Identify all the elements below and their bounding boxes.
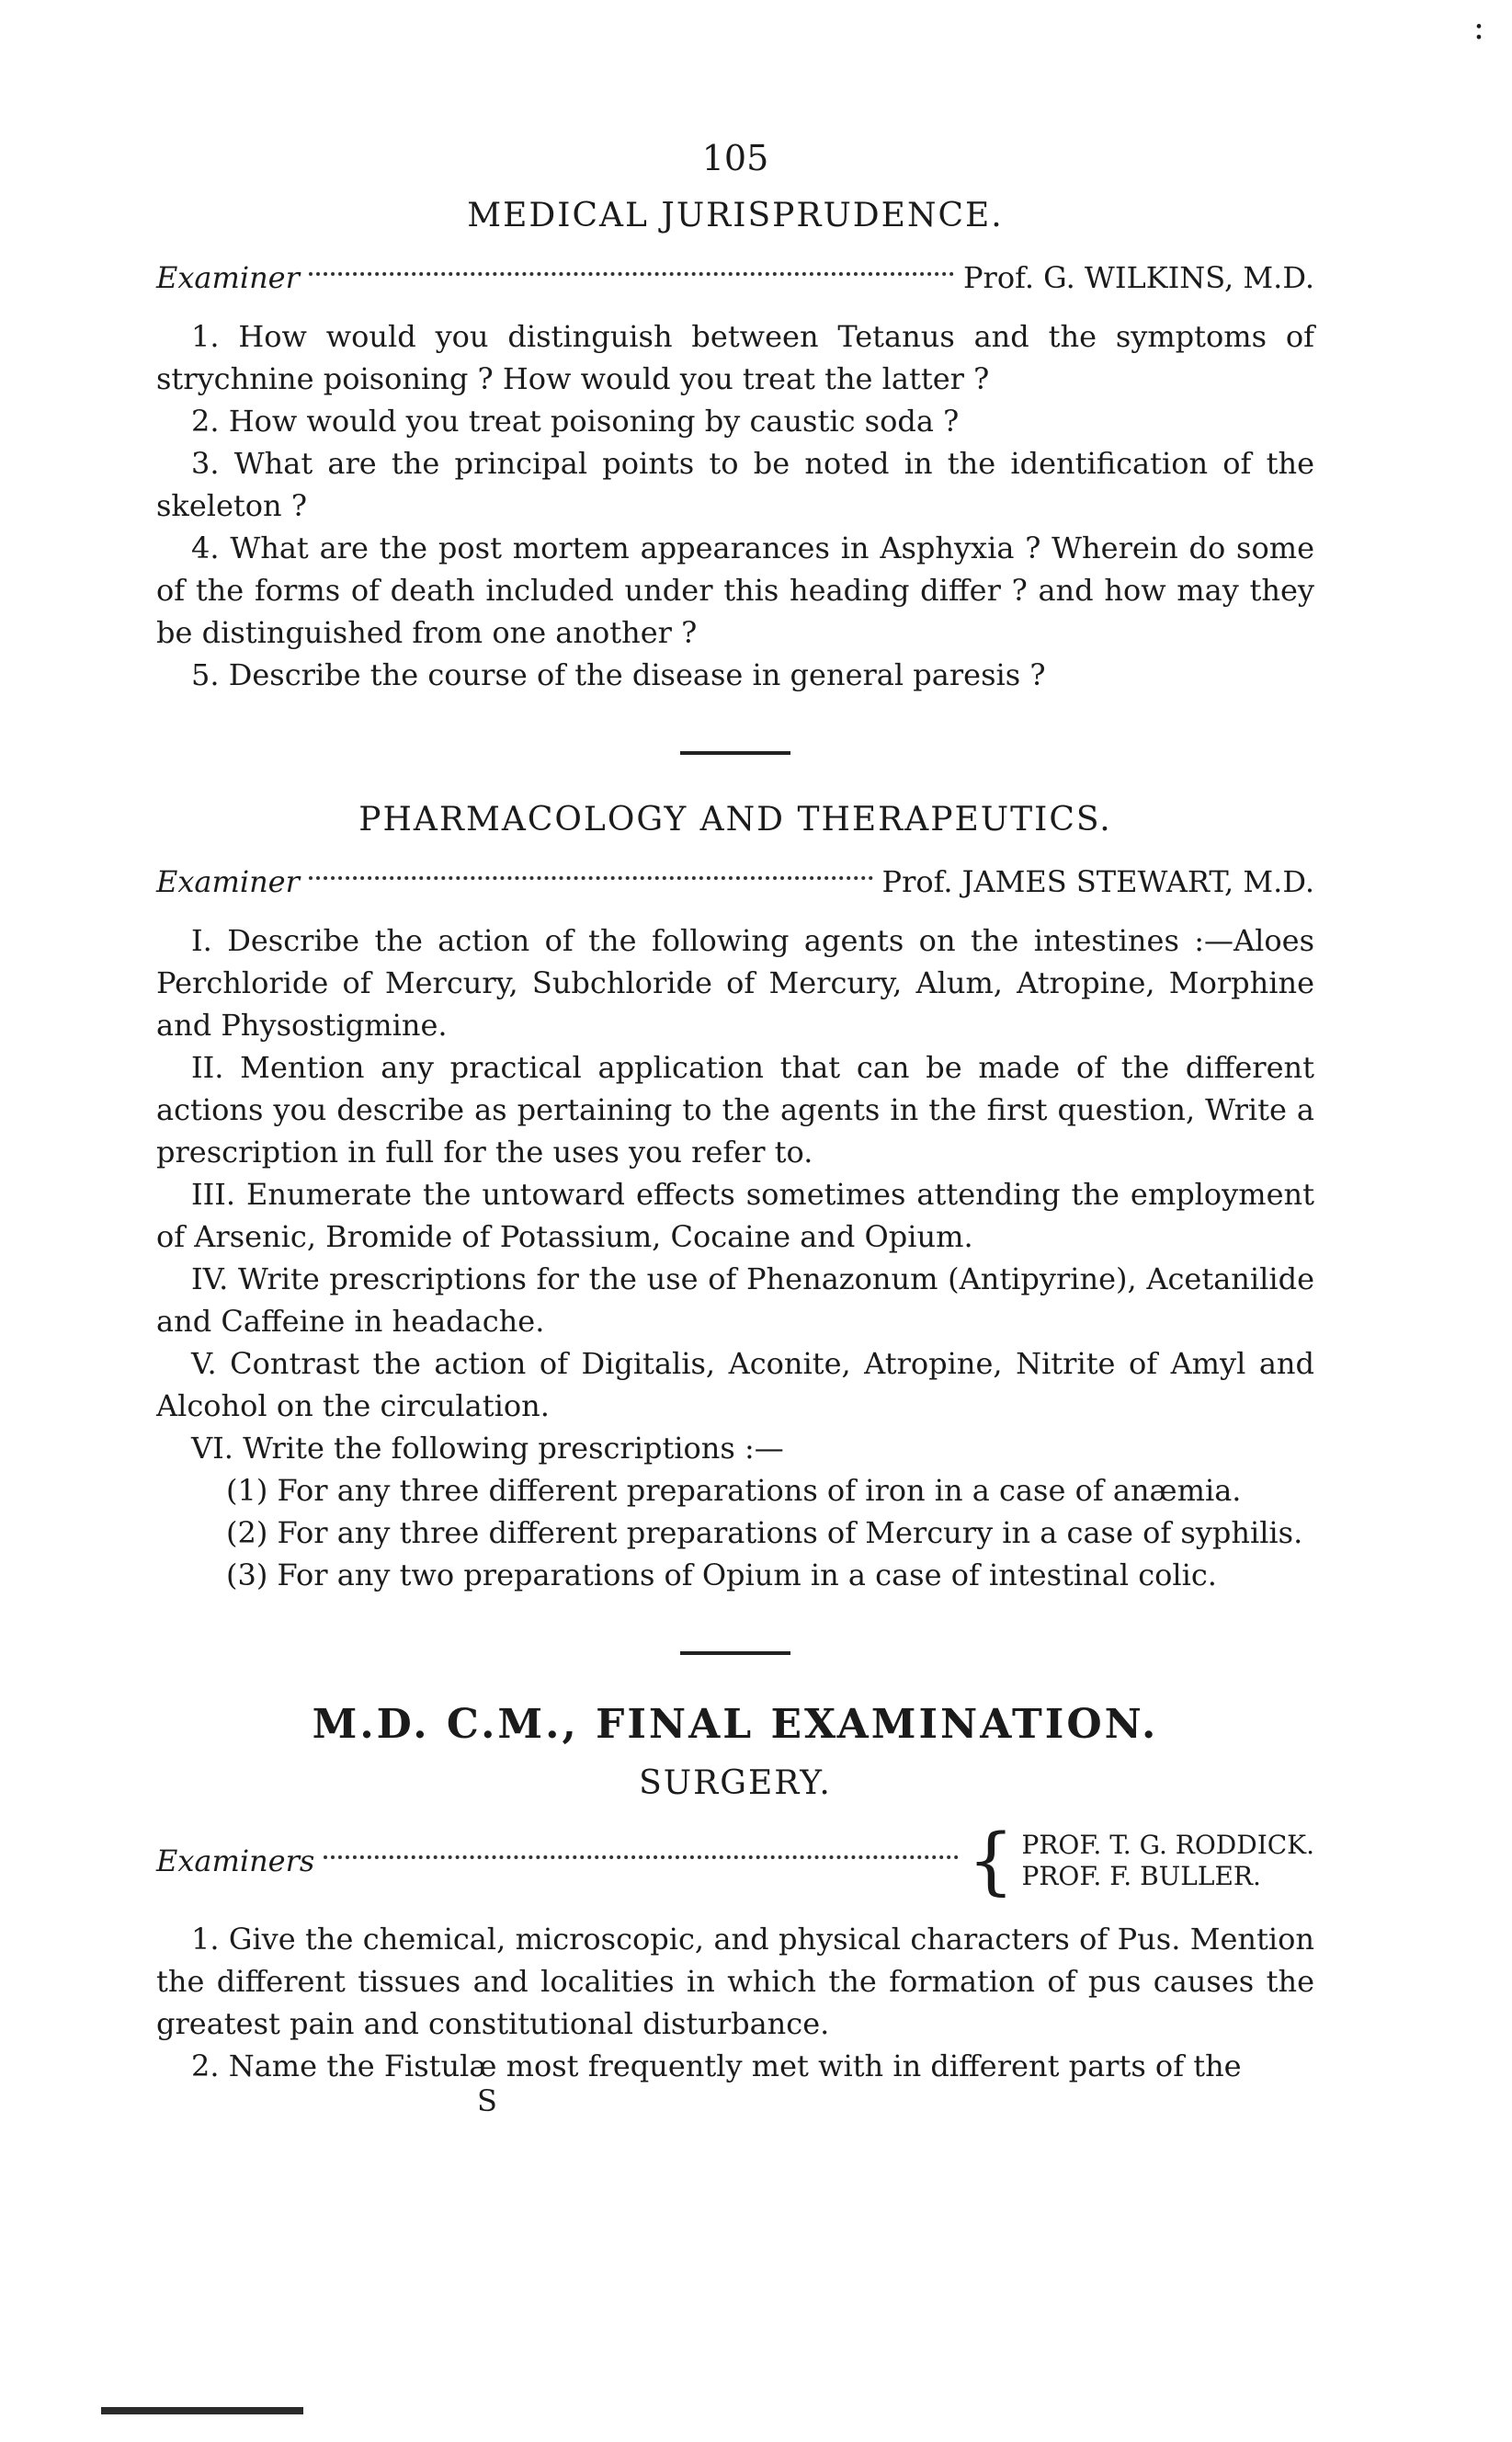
examiner-names-group	[967, 1818, 1314, 1903]
question: 4. What are the post mortem appearances in Asphyxia ? Wherein do some of the forms of death included under this heading differ ? and how may they be distinguished from one another ?	[156, 531, 1314, 650]
section-subheading-surgery: SURGERY.	[639, 1764, 832, 1802]
sub-question: (2) For any three different preparations of Mercury in a case of syphilis.	[226, 1515, 1303, 1550]
corner-mark: :	[1472, 9, 1484, 47]
examiner-name: Prof. JAMES STEWART, M.D.	[881, 864, 1314, 899]
section-heading-pharmacology: PHARMACOLOGY AND THERAPEUTICS.	[358, 801, 1112, 839]
edge-scan-artifact	[101, 2407, 303, 2414]
section-heading-medical-jurisprudence: MEDICAL JURISPRUDENCE.	[467, 197, 1004, 234]
examiner-line	[156, 260, 1314, 295]
examiner-line	[156, 864, 1314, 899]
examiner-name: Prof. G. WILKINS, M.D.	[963, 260, 1314, 295]
question: IV. Write prescriptions for the use of Phenazonum (Antipyrine), Acetanilide and Caffeine in headache.	[156, 1261, 1314, 1339]
section-divider	[680, 1651, 790, 1655]
sub-question: (1) For any three different preparations of iron in a case of anæmia.	[226, 1473, 1242, 1508]
question: 3. What are the principal points to be noted in the identification of the skeleton ?	[156, 446, 1314, 523]
question: 1. How would you distinguish between Tetanus and the symptoms of strychnine poisoning ? How would you treat the latter ?	[156, 319, 1314, 396]
question: VI. Write the following prescriptions :—	[191, 1431, 784, 1466]
question: I. Describe the action of the following agents on the intestines :—Aloes Perchloride of Mercury, Subchloride of Mercury, Alum, Atropine, Morphine and Physostigmine.	[156, 923, 1314, 1043]
signature-mark: S	[477, 2083, 497, 2118]
examiner-role: Examiner	[156, 864, 300, 899]
examiner-role: Examiner	[156, 260, 300, 295]
examiner-line	[156, 1818, 1314, 1903]
section-heading-final-examination: M.D. C.M., FINAL EXAMINATION.	[312, 1701, 1159, 1748]
leader-dots	[324, 1855, 958, 1859]
examiner-name: PROF. F. BULLER.	[1021, 1861, 1261, 1891]
leader-dots	[309, 272, 954, 276]
brace-glyph: {	[967, 1818, 1015, 1903]
examiner-names	[1021, 1830, 1314, 1892]
examiner-name: PROF. T. G. RODDICK.	[1021, 1830, 1314, 1860]
document-page	[156, 138, 1314, 2118]
question: 1. Give the chemical, microscopic, and physical characters of Pus. Mention the different tissues and localities in which the formation of pus causes the greatest pain and constitutional disturbance.	[156, 1922, 1314, 2041]
sub-question: (3) For any two preparations of Opium in a case of intestinal colic.	[226, 1558, 1217, 1592]
question: 2. Name the Fistulæ most frequently met with in different parts of the	[191, 2048, 1242, 2083]
examiner-role: Examiners	[156, 1843, 315, 1878]
question: 2. How would you treat poisoning by caustic soda ?	[191, 404, 960, 439]
leader-dots	[309, 876, 873, 880]
question: II. Mention any practical application that can be made of the different actions you describe as pertaining to the agents in the first question, Write a prescription in full for the uses you refer to.	[156, 1050, 1314, 1170]
question: III. Enumerate the untoward effects sometimes attending the employment of Arsenic, Bromide of Potassium, Cocaine and Opium.	[156, 1177, 1314, 1254]
question: V. Contrast the action of Digitalis, Aconite, Atropine, Nitrite of Amyl and Alcohol on the circulation.	[156, 1346, 1314, 1423]
section-divider	[680, 751, 790, 755]
page-number: 105	[701, 138, 769, 178]
question: 5. Describe the course of the disease in general paresis ?	[191, 657, 1046, 692]
